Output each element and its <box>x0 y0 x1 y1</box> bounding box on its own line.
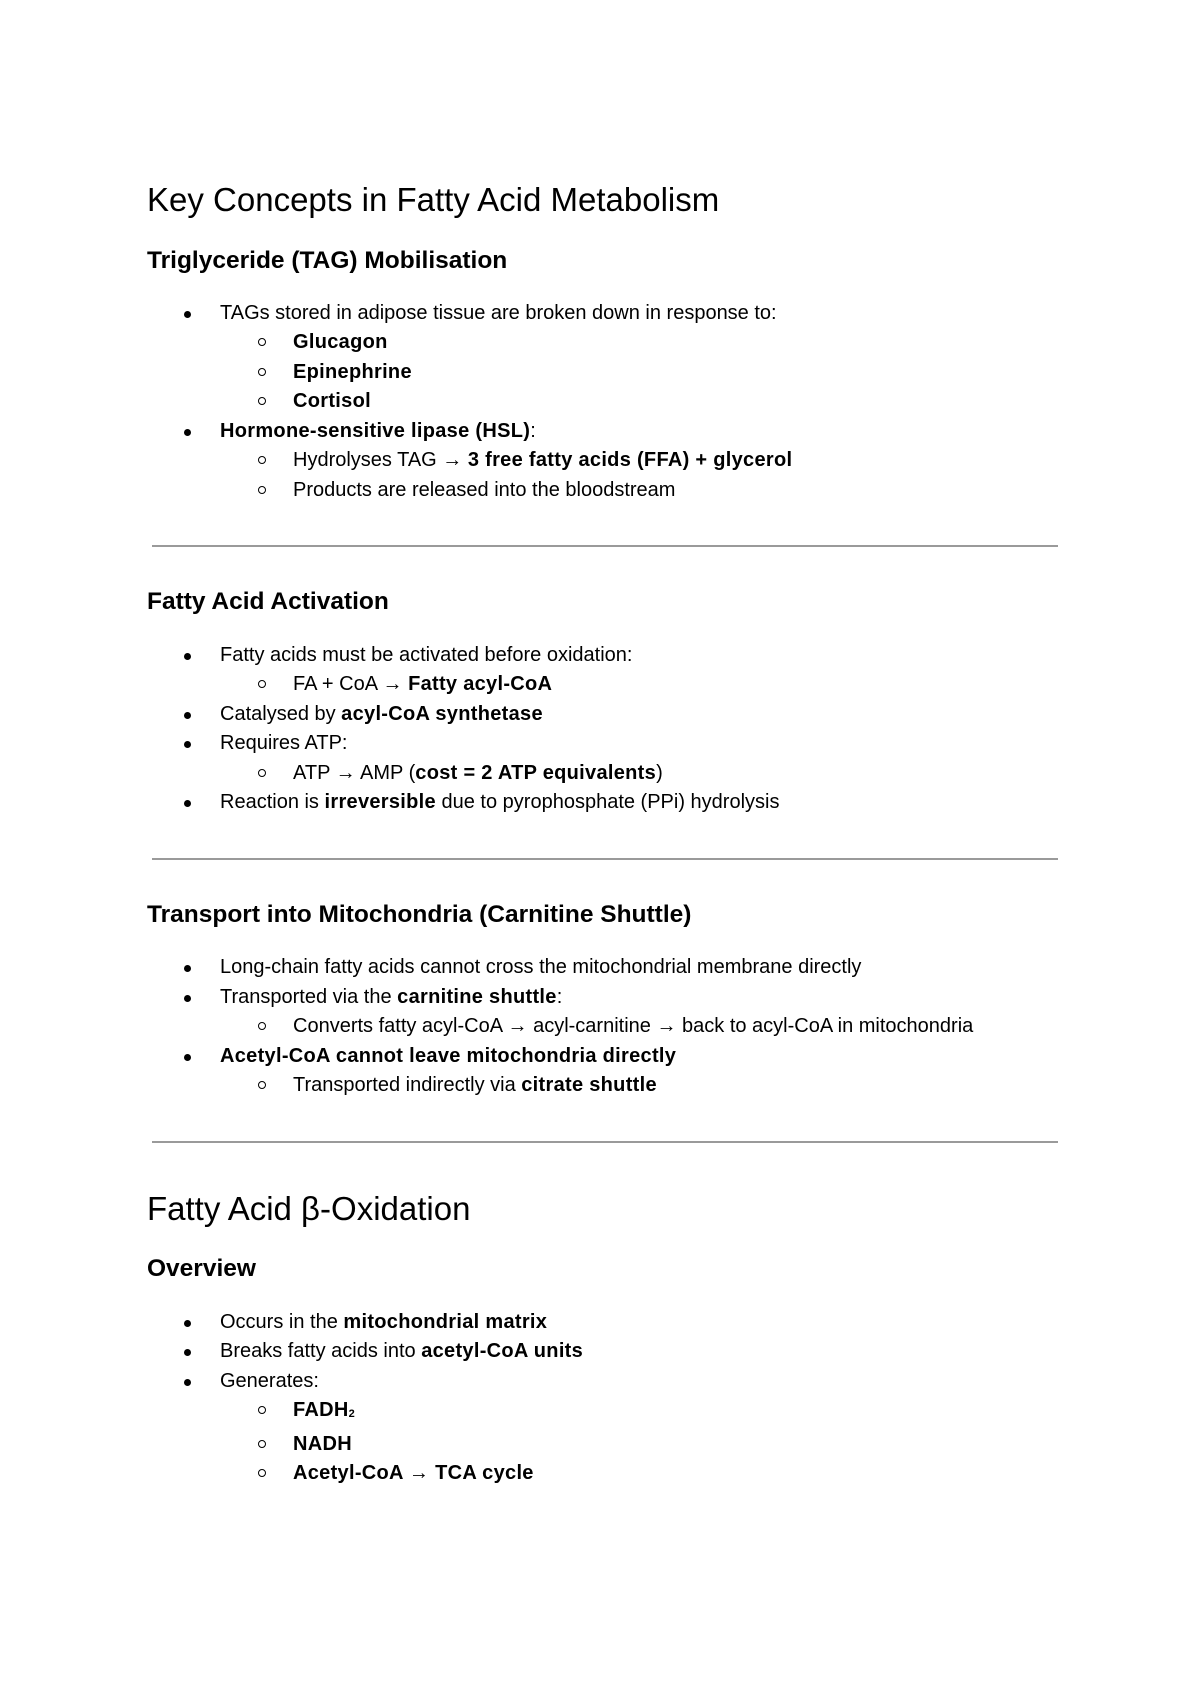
sub-list-item <box>147 670 1067 700</box>
list-item <box>147 729 1067 788</box>
document-title: Key Concepts in Fatty Acid Metabolism <box>147 181 720 218</box>
section-divider <box>152 545 1058 547</box>
bullet-text: Transported via the <box>220 985 398 1008</box>
list-item <box>147 700 1067 730</box>
beta-oxidation-title: Fatty Acid β-Oxidation <box>147 1189 471 1227</box>
bullet-bold-text: irreversible <box>324 791 436 814</box>
bullet-text: TAGs stored in adipose tissue are broken down in response to: <box>220 301 777 324</box>
subscript-text: 2 <box>348 1408 356 1421</box>
bullet-bold-text: cost = 2 ATP equivalents <box>415 761 657 784</box>
bullet-bold-text: Fatty acyl-CoA <box>408 673 553 696</box>
bullet-text: Occurs in the <box>220 1310 344 1333</box>
sub-list-item <box>147 1012 1067 1042</box>
bullet-bold-text: mitochondrial matrix <box>343 1310 548 1333</box>
sub-list-item <box>147 328 1067 358</box>
list-item <box>147 641 1067 700</box>
bullet-text: due to pyrophosphate (PPi) hydrolysis <box>435 791 780 814</box>
document-page <box>147 180 1067 1489</box>
list-item <box>147 299 1067 417</box>
bullet-bold-text: Acetyl-CoA → TCA cycle <box>293 1462 534 1485</box>
list-item <box>147 417 1067 506</box>
bullet-text: Generates: <box>220 1369 319 1392</box>
bullet-text: Fatty acids must be activated before oxidation: <box>220 643 633 666</box>
sub-list-item <box>147 358 1067 388</box>
bullet-text: ATP → AMP ( <box>293 761 416 784</box>
section-divider <box>152 858 1058 860</box>
bullet-text: Transported indirectly via <box>293 1074 522 1097</box>
bullet-text: : <box>530 419 536 442</box>
bullet-text: Breaks fatty acids into <box>220 1340 422 1363</box>
bullet-bold-text: Acetyl-CoA cannot leave mitochondria directly <box>220 1044 677 1067</box>
sub-list-item <box>147 387 1067 417</box>
sub-list-item <box>147 476 1067 506</box>
bullet-text: Epinephrine <box>293 360 412 383</box>
bullet-text: Cortisol <box>293 390 371 413</box>
transport-list <box>147 953 1067 1101</box>
bullet-text: Products are released into the bloodstream <box>293 478 676 501</box>
overview-list <box>147 1308 1067 1489</box>
bullet-text: Glucagon <box>293 331 388 354</box>
bullet-bold-text: FADH <box>293 1399 349 1422</box>
tag-list <box>147 299 1067 506</box>
sub-list-item <box>147 1459 1067 1489</box>
section-heading-transport: Transport into Mitochondria (Carnitine Shuttle) <box>147 900 692 928</box>
section-divider <box>152 1141 1058 1143</box>
bullet-bold-text: acyl-CoA synthetase <box>341 702 543 725</box>
list-item <box>147 1308 1067 1338</box>
sub-list-item <box>147 759 1067 789</box>
bullet-bold-text: carnitine shuttle <box>397 985 557 1008</box>
activation-list <box>147 641 1067 818</box>
list-item <box>147 1367 1067 1489</box>
list-item <box>147 1042 1067 1101</box>
bullet-text: FA + CoA → <box>293 673 409 696</box>
section-heading-tag-mobilisation: Triglyceride (TAG) Mobilisation <box>147 246 508 274</box>
list-item <box>147 953 1067 983</box>
bullet-bold-text: NADH <box>293 1432 352 1455</box>
bullet-bold-text: Hormone-sensitive lipase (HSL) <box>220 419 531 442</box>
sub-list-item <box>147 1071 1067 1101</box>
sub-list-item <box>147 1430 1067 1460</box>
bullet-bold-text: acetyl-CoA units <box>421 1340 584 1363</box>
bullet-text: Long-chain fatty acids cannot cross the mitochondrial membrane directly <box>220 956 862 979</box>
bullet-text: Requires ATP: <box>220 732 348 755</box>
bullet-text: : <box>556 985 563 1008</box>
bullet-bold-text: 3 free fatty acids (FFA) + glycerol <box>467 449 793 472</box>
bullet-text: Reaction is <box>220 791 325 814</box>
section-heading-overview: Overview <box>147 1255 256 1283</box>
section-heading-activation: Fatty Acid Activation <box>147 588 389 616</box>
bullet-bold-text: citrate shuttle <box>521 1074 657 1097</box>
bullet-text: Catalysed by <box>220 702 342 725</box>
list-item <box>147 788 1067 818</box>
bullet-text: ) <box>656 761 663 784</box>
list-item <box>147 983 1067 1042</box>
bullet-text: Hydrolyses TAG → <box>293 449 468 472</box>
list-item <box>147 1337 1067 1367</box>
sub-list-item <box>147 1396 1067 1430</box>
sub-list-item <box>147 446 1067 476</box>
bullet-text: Converts fatty acyl-CoA → acyl-carnitine → back to acyl-CoA in mitochondria <box>293 1015 974 1038</box>
